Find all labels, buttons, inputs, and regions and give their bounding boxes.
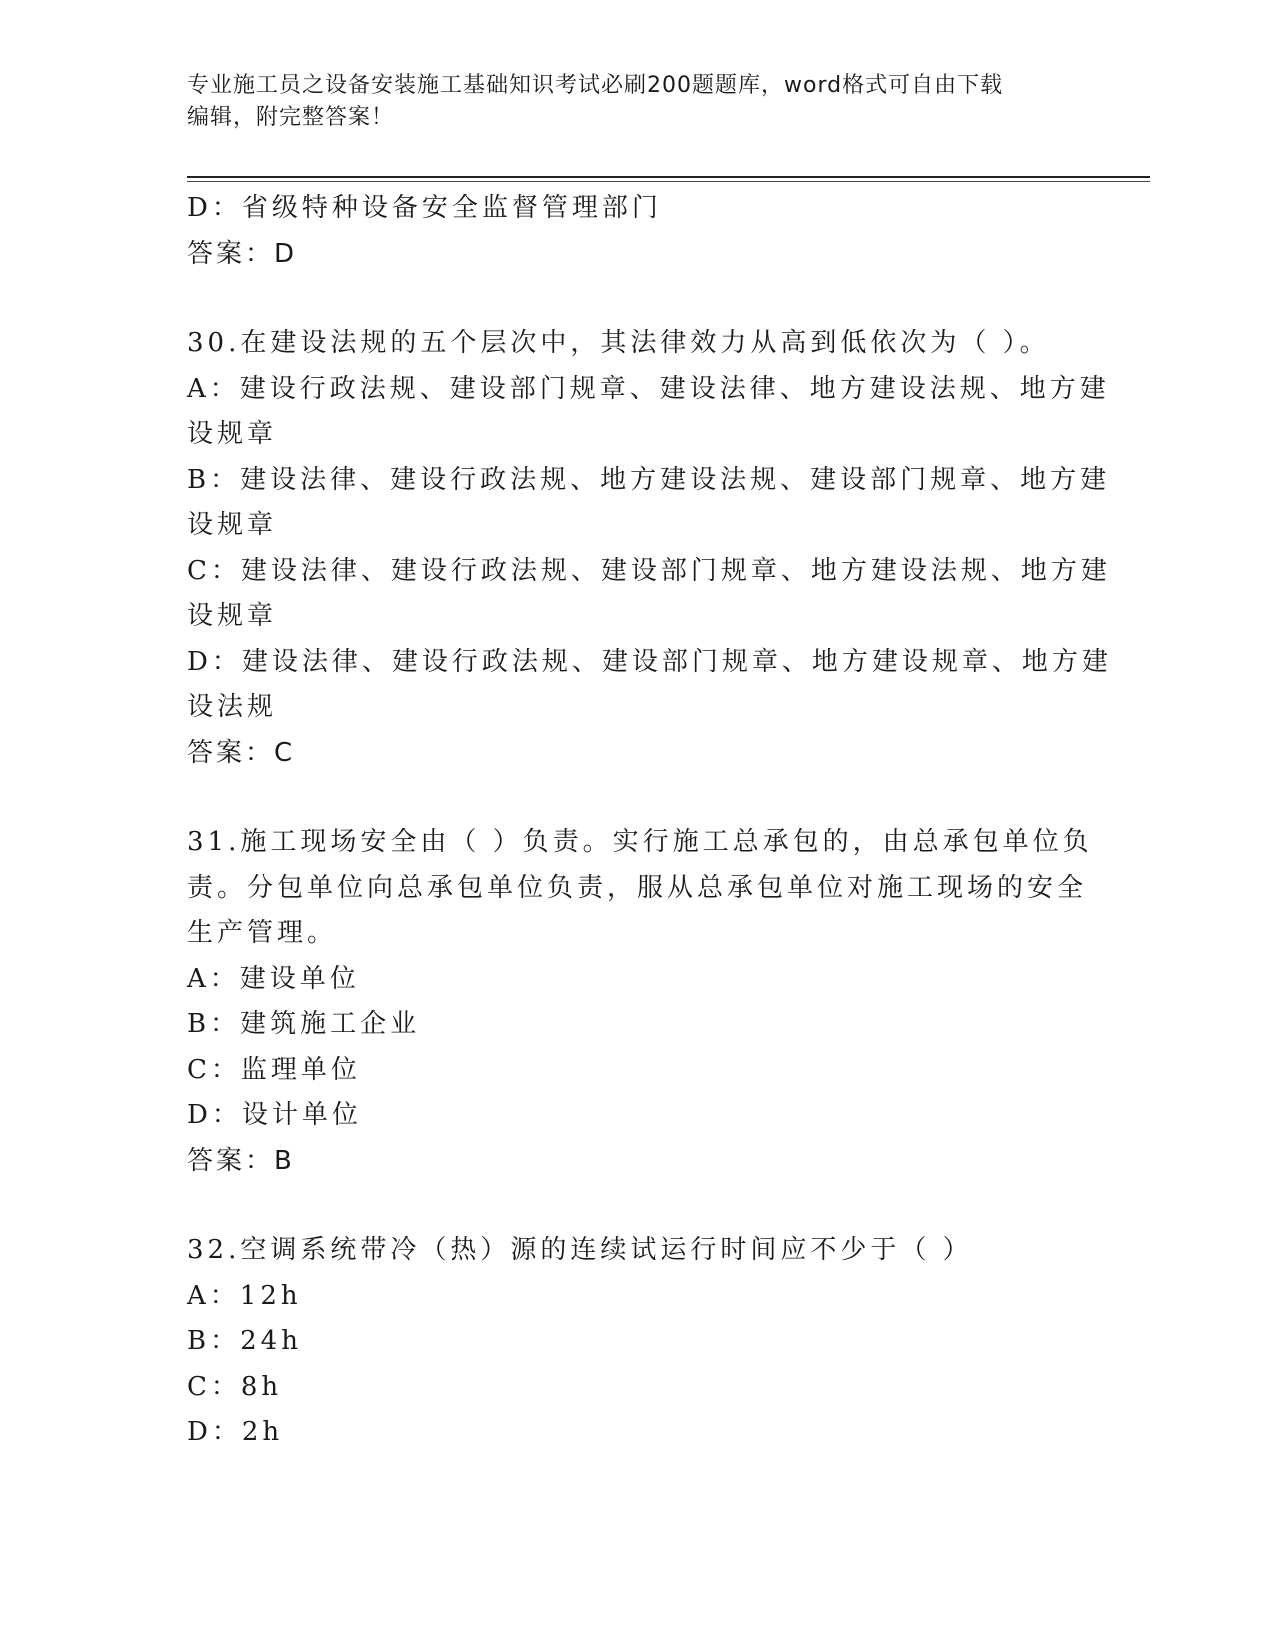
document-body xyxy=(187,186,1112,1456)
question-30 xyxy=(187,321,1112,776)
answer-line: 答案：B xyxy=(187,1145,295,1176)
header-divider-thin xyxy=(187,181,1150,182)
question-stem: 32.空调系统带冷（热）源的连续试运行时间应不少于（ ） xyxy=(187,1235,973,1265)
option-d-line-1: D：建设法律、建设行政法规、建设部门规章、地方建设规章、地方建 xyxy=(187,646,1112,677)
option-a-line-1: A：建设行政法规、建设部门规章、建设法律、地方建设法规、地方建 xyxy=(187,373,1110,404)
option-d: D：省级特种设备安全监督管理部门 xyxy=(187,193,662,223)
option-c: C：监理单位 xyxy=(187,1054,361,1085)
header-title-line-2: 编辑，附完整答案！ xyxy=(187,105,395,130)
question-stem-line-2: 责。分包单位向总承包单位负责，服从总承包单位对施工现场的安全 xyxy=(187,872,1088,903)
header-divider-thick xyxy=(187,176,1150,178)
option-b-line-1: B：建设法律、建设行政法规、地方建设法规、建设部门规章、地方建 xyxy=(187,464,1111,495)
question-stem-line-3: 生产管理。 xyxy=(187,918,338,948)
option-b: B：24h xyxy=(187,1326,302,1356)
option-c-line-2: 设规章 xyxy=(187,601,278,631)
option-c: C：8h xyxy=(187,1371,283,1402)
option-d-line-2: 设法规 xyxy=(187,692,278,722)
option-c-line-1: C：建设法律、建设行政法规、建设部门规章、地方建设法规、地方建 xyxy=(187,555,1111,586)
answer-line: 答案：C xyxy=(187,737,296,768)
option-a: A：建设单位 xyxy=(187,963,360,994)
option-b: B：建筑施工企业 xyxy=(187,1009,421,1039)
option-a: A：12h xyxy=(187,1280,302,1311)
option-b-line-2: 设规章 xyxy=(187,510,278,540)
question-32 xyxy=(187,1228,1087,1456)
option-d: D：设计单位 xyxy=(187,1100,362,1130)
question-stem-line-1: 31.施工现场安全由（ ）负责。实行施工总承包的，由总承包单位负 xyxy=(187,827,1093,857)
header-title-line-1: 专业施工员之设备安装施工基础知识考试必刷200题题库，word格式可自由下载 xyxy=(187,73,1004,98)
question-29-tail xyxy=(187,186,1087,277)
document-header xyxy=(187,70,1087,134)
option-a-line-2: 设规章 xyxy=(187,419,278,449)
answer-line: 答案：D xyxy=(187,238,298,269)
question-31 xyxy=(187,820,1093,1184)
question-stem: 30.在建设法规的五个层次中，其法律效力从高到低依次为（ ）。 xyxy=(187,328,1050,358)
option-d: D：2h xyxy=(187,1417,284,1447)
